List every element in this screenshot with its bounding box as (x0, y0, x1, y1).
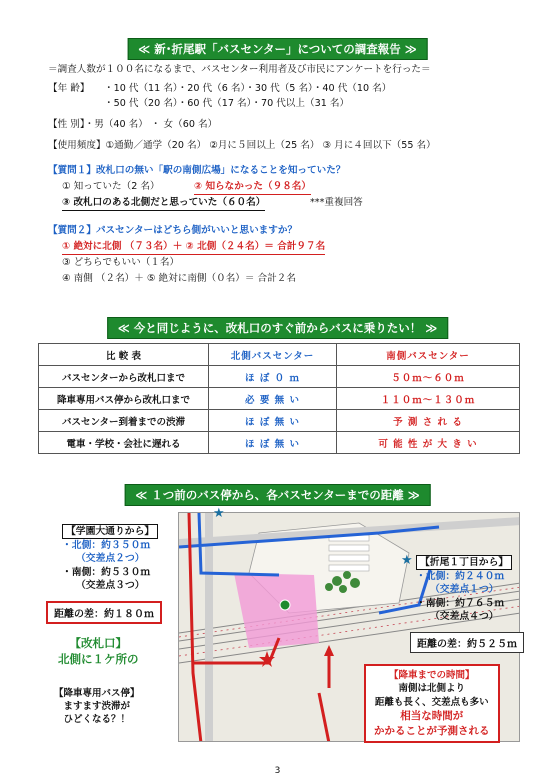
left-south-distance: ・南側：約５３０ｍ (62, 566, 151, 578)
table-cell: 予 測 さ れ る (337, 410, 520, 432)
right-callout (416, 555, 512, 623)
table-cell: 可 能 性 が 大 き い (337, 432, 520, 454)
gate-callout (58, 636, 139, 667)
question-2: 【質問２】パスセンターはどちら側がいいと思いますか？ (48, 225, 298, 236)
table-cell: 電車・学校・会社に遅れる (39, 432, 209, 454)
survey-intro: ＝調査人数が１００名になるまで、バスセンター利用者及び市民にアンケートを行った＝ (48, 64, 431, 75)
q1-answer-2: ② 知らなかった（９８名） (194, 181, 311, 195)
question-1: 【質問１】改札口の無い「駅の南側広場」になることを知っていた？ (48, 165, 346, 176)
q2-answer-south: ④ 南側 （２名）＋ ⑤ 絶対に南側（０名）＝ 合計２名 (62, 273, 296, 284)
table-cell: 必 要 無 い (209, 388, 337, 410)
gate-callout-title: 【改札口】 (69, 636, 127, 650)
right-start-star-icon: ★ (401, 553, 413, 568)
dropoff-text-1: ますます渋滞が (63, 700, 131, 712)
age-line-1: ・10 代（11 名）・20 代（6 名）・30 代（5 名）・40 代（10 名） (104, 83, 392, 94)
time-box-line-1: 南側は北側より (398, 683, 465, 695)
table-cell: ５０ｍ～６０ｍ (337, 366, 520, 388)
q1-answer-1: ① 知っていた（2 名） (62, 181, 160, 192)
page-number: 3 (274, 766, 281, 776)
table-cell: バスセンターから改札口まで (39, 366, 209, 388)
comparison-table (38, 343, 520, 454)
time-box-line-4: かかることが予測される (374, 724, 490, 737)
table-header: 南側バスセンター (337, 344, 520, 366)
table-header: 比 較 表 (39, 344, 209, 366)
age-label: 【年 齢】 (48, 83, 90, 94)
left-callout-title: 【学園大通りから】 (62, 524, 158, 539)
right-distance-diff: 距離の差：約５２５ｍ (410, 632, 524, 653)
table-cell: ほ ぼ ０ ｍ (209, 366, 337, 388)
right-south-crossings: （交差点４つ） (430, 610, 499, 622)
table-header-row (39, 344, 520, 366)
q1-note: ***重複回答 (310, 197, 363, 208)
gender-line: 【性 別】・男（40 名） ・ 女（60 名） (48, 119, 218, 130)
age-line-2: ・50 代（20 名）・60 代（17 名）・70 代以上（31 名） (104, 98, 350, 109)
right-south-distance: ・南側：約７６５ｍ (416, 597, 505, 609)
q2-answer-either: ③ どちらでもいい（１名） (62, 257, 180, 268)
table-cell: バスセンター到着までの渋滞 (39, 410, 209, 432)
table-cell: 降車専用バス停から改札口まで (39, 388, 209, 410)
table-row (39, 432, 520, 454)
table-cell: ほ ぼ 無 い (209, 410, 337, 432)
table-cell: ほ ぼ 無 い (209, 432, 337, 454)
dropoff-text-2: ひどくなる？！ (63, 713, 131, 725)
ticket-gate-marker (280, 600, 290, 610)
q2-answer-north: ① 絶対に北側 （７３名）＋ ② 北側（２４名）＝ 合計９７名 (62, 241, 325, 255)
table-header: 北側バスセンター (209, 344, 337, 366)
left-distance-diff: 距離の差：約１８０ｍ (46, 601, 162, 624)
table-cell: １１０ｍ～１３０ｍ (337, 388, 520, 410)
left-callout (62, 524, 158, 592)
dropoff-title: 【降車専用バス停】 (54, 688, 140, 699)
table-row (39, 410, 520, 432)
q1-answer-3: ③ 改札口のある北側だと思っていた（６０名） (62, 197, 265, 211)
comparison-title-banner: ≪ 今と同じように、改札口のすぐ前からバスに乗りたい！ ≫ (107, 317, 449, 339)
time-box-title: 【降車までの時間】 (388, 670, 475, 681)
left-start-star-icon: ★ (213, 506, 225, 521)
survey-title-banner: ≪ 新･折尾駅「バスセンター」についての調査報告 ≫ (127, 38, 428, 60)
table-row (39, 388, 520, 410)
usage-line: 【使用頻度】①通勤／通学（20 名） ②月に５回以上（25 名） ③ 月に４回以下（55 名） (48, 140, 436, 151)
dropoff-callout (54, 688, 140, 726)
right-callout-title: 【折尾１丁目から】 (416, 555, 512, 570)
left-north-distance: ・北側：約３５０ｍ (62, 540, 151, 552)
left-north-crossings: （交差点２つ） (76, 553, 145, 565)
right-north-crossings: （交差点１つ） (430, 584, 499, 596)
gate-callout-text: 北側に１ケ所の (58, 651, 139, 666)
table-row (39, 366, 520, 388)
right-north-distance: ・北側：約２４０ｍ (416, 571, 505, 583)
time-callout-box (364, 664, 500, 743)
time-box-line-2: 距離も長く、交差点も多い (374, 696, 489, 708)
south-plaza-area (234, 573, 319, 648)
left-south-crossings: （交差点３つ） (76, 579, 145, 591)
distance-title-banner: ≪ １つ前のバス停から、各バスセンターまでの距離 ≫ (124, 484, 431, 506)
time-box-line-3: 相当な時間が (400, 709, 464, 722)
